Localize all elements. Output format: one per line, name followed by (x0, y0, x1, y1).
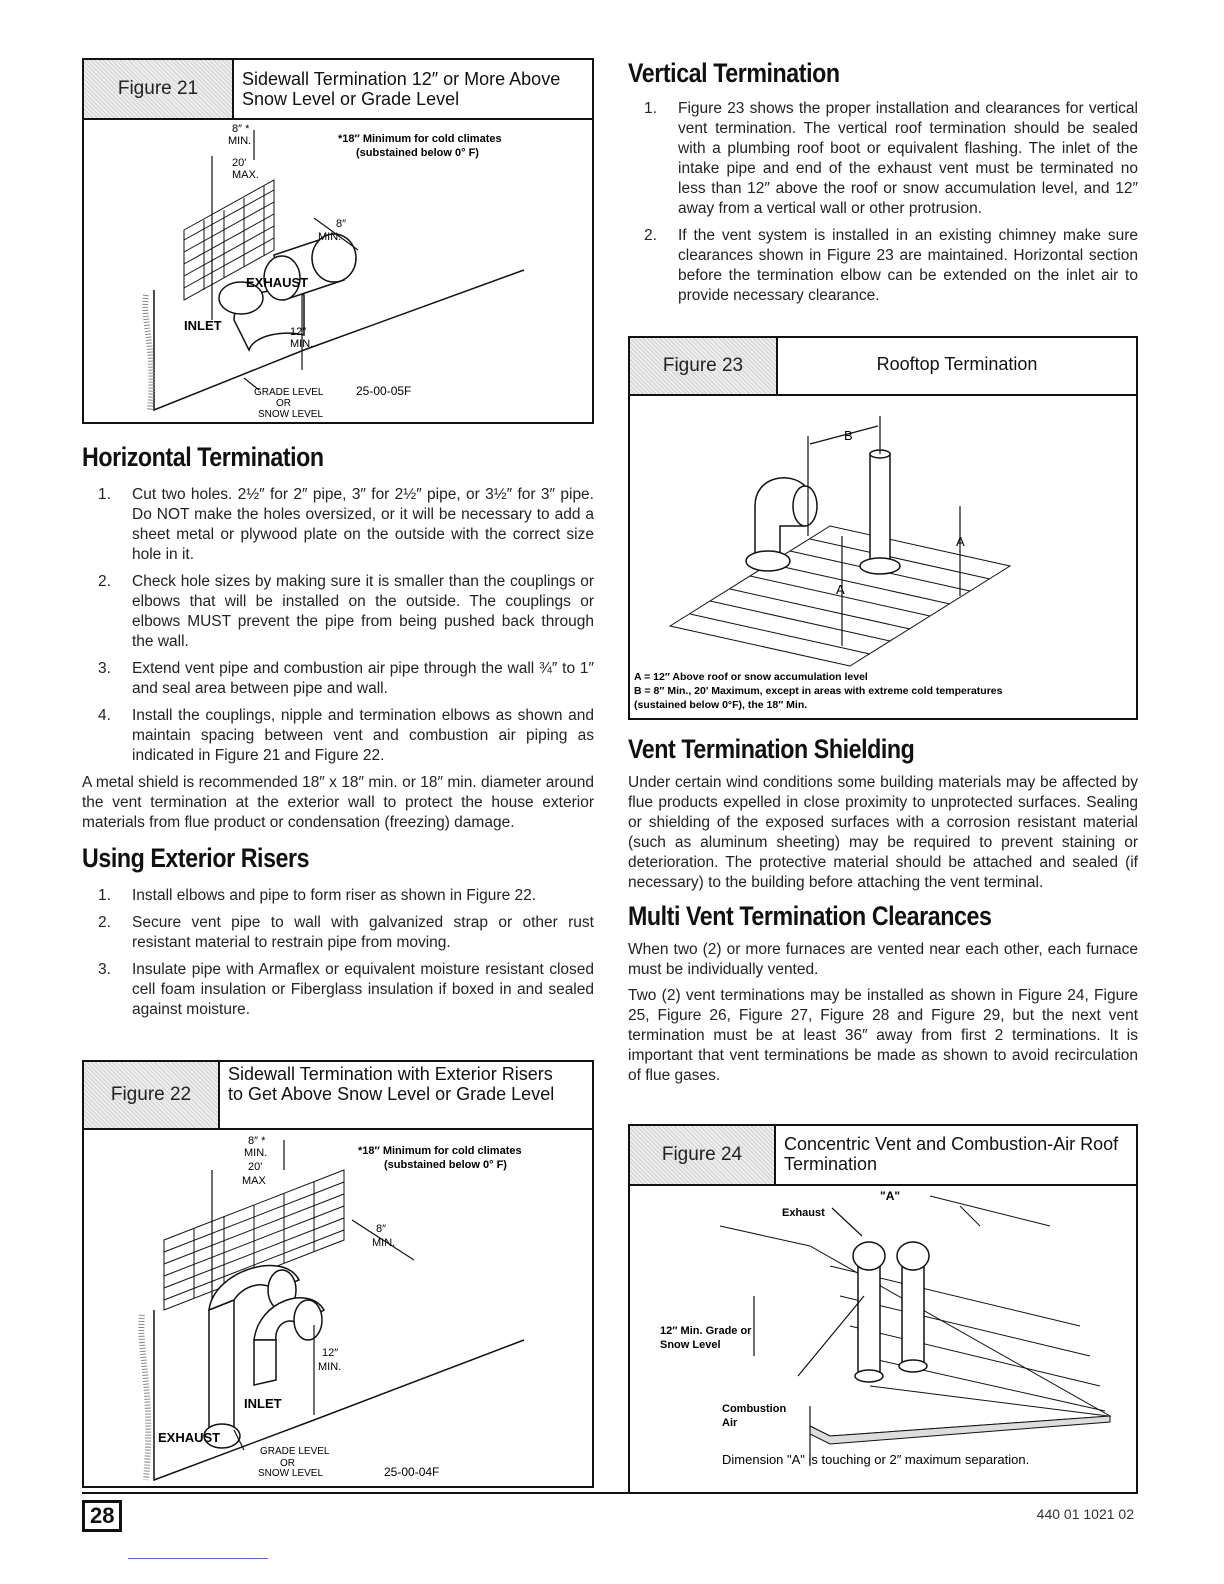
footer-rule (82, 1492, 1138, 1494)
heading-vertical-termination: Vertical Termination (628, 58, 840, 88)
fig23-note-a: A = 12″ Above roof or snow accumulation level (634, 671, 868, 683)
heading-multi-vent-termination: Multi Vent Termination Clearances (628, 901, 992, 931)
fig22-min8r: 8″ (376, 1223, 387, 1235)
page-number: 28 (82, 1500, 122, 1532)
fig22-grade-level: GRADE LEVEL (260, 1446, 330, 1457)
fig21-code: 25-00-05F (356, 384, 412, 398)
fig22-code: 25-00-04F (384, 1465, 440, 1479)
figure-24-label: Figure 24 (630, 1126, 776, 1184)
fig21-exhaust-label: EXHAUST (246, 275, 309, 290)
fig21-min12-label: MIN. (290, 338, 314, 350)
fig23-note-b: B = 8″ Min., 20' Maximum, except in areas with extreme cold temperatures (634, 685, 1003, 697)
horizontal-list (82, 485, 594, 766)
fig24-a-label: "A" (880, 1189, 901, 1203)
figure-22-title: Sidewall Termination with Exterior Risers to Get Above Snow Level or Grade Level (228, 1064, 555, 1104)
figure-21-header (84, 60, 592, 120)
figure-21-label: Figure 21 (84, 60, 234, 118)
figure-21 (82, 58, 594, 424)
list-item: 2. Secure vent pipe to wall with galvanized strap or other rust resistant material to restrain pipe from moving. (98, 914, 594, 951)
figure-24 (628, 1124, 1138, 1494)
list-item: 1. Cut two holes. 2½″ for 2″ pipe, 3″ for 2½″ pipe, or 3½″ for 3″ pipe. Do NOT make the holes oversized, or it will be necessary to add a sheet metal or plywood plate on the outside with the correct size hole in it. (98, 486, 594, 563)
blue-underline (128, 1558, 268, 1559)
fig22-min12: 12″ (322, 1347, 339, 1359)
fig21-grade-level: GRADE LEVEL (254, 387, 324, 398)
fig21-max20-label: MAX. (232, 169, 259, 181)
fig22-exhaust-label: EXHAUST (158, 1430, 221, 1445)
fig21-snow-level: SNOW LEVEL (258, 409, 324, 420)
fig24-air-label: Air (722, 1417, 738, 1429)
figure-23-label: Figure 23 (630, 338, 778, 394)
fig22-min8-label: MIN. (244, 1147, 268, 1159)
fig24-combustion-label: Combustion (722, 1403, 787, 1415)
risers-list (82, 886, 594, 1020)
figure-22-header (84, 1062, 592, 1130)
figure-23-svg (630, 396, 1136, 718)
fig21-inlet-label: INLET (184, 318, 222, 333)
list-item: 4. Install the couplings, nipple and termination elbows as shown and maintain spacing between vent and combustion air piping as indicated in Figure 21 and Figure 22. (98, 707, 594, 764)
fig21-min8r: 8″ (336, 218, 347, 230)
fig22-max20-label: MAX (242, 1175, 266, 1187)
figure-24-diagram (630, 1186, 1136, 1492)
figure-21-diagram (84, 120, 592, 422)
vertical-list (628, 99, 1138, 306)
fig24-snow-level: Snow Level (660, 1339, 721, 1351)
list-item: 2. Check hole sizes by making sure it is smaller than the couplings or elbows that will be installed on the outside. The couplings or elbows MUST prevent the pipe from being pushed back through the wall. (98, 573, 594, 650)
figure-23-header (630, 338, 1136, 396)
figure-22-svg (84, 1130, 592, 1486)
right-lower-text (628, 734, 1138, 1092)
fig22-note2: (substained below 0° F) (384, 1159, 507, 1171)
figure-23-diagram (630, 396, 1136, 718)
fig22-min12-label: MIN. (318, 1361, 342, 1373)
fig21-min8: 8″ * (232, 123, 250, 135)
list-item: 2. If the vent system is installed in an existing chimney make sure clearances shown in Figure 23 are maintained. Horizontal section before the termination elbow can be extended on the inlet air to provide necessary clearance. (644, 227, 1138, 304)
figure-24-title: Concentric Vent and Combustion-Air Roof Termination (784, 1134, 1119, 1174)
figure-23 (628, 336, 1138, 720)
heading-horizontal-termination: Horizontal Termination (82, 442, 324, 472)
figure-24-svg (630, 1186, 1136, 1492)
list-item: 1. Install elbows and pipe to form riser as shown in Figure 22. (98, 887, 537, 904)
metal-shield-paragraph: A metal shield is recommended 18″ x 18″ min. or 18″ min. diameter around the vent termination at the exterior wall to protect the house exterior materials from flue product or condensation (freezing) damage. (82, 774, 594, 831)
multi-paragraph-2: Two (2) vent terminations may be installed as shown in Figure 24, Figure 25, Figure 26, Figure 27, Figure 28 and Figure 29, but the next vent termination must be at least 36″ away from first 2 terminations. It is important that vent terminations be made as shown to avoid recirculation of flue gases. (628, 987, 1138, 1084)
document-number: 440 01 1021 02 (1036, 1506, 1134, 1522)
fig23-note-c: (sustained below 0°F), the 18″ Min. (634, 699, 808, 711)
fig24-exhaust-label: Exhaust (782, 1207, 825, 1219)
figure-21-svg (84, 120, 592, 422)
fig22-min8: 8″ * (248, 1135, 266, 1147)
right-column (628, 58, 1138, 1467)
fig22-snow-level: SNOW LEVEL (258, 1468, 324, 1479)
fig21-note1: *18″ Minimum for cold climates (338, 133, 502, 145)
figure-24-header (630, 1126, 1136, 1186)
fig23-a-label-right: A (956, 534, 965, 549)
heading-vent-termination-shielding: Vent Termination Shielding (628, 734, 915, 764)
fig22-min8r-label: MIN. (372, 1237, 396, 1249)
fig23-b-label: B (844, 428, 853, 443)
figure-21-title: Sidewall Termination 12″ or More Above Snow Level or Grade Level (242, 69, 561, 109)
fig22-max20: 20' (248, 1161, 263, 1173)
fig22-inlet-label: INLET (244, 1396, 282, 1411)
fig22-grade-or: OR (280, 1458, 295, 1469)
fig24-min12: 12″ Min. Grade or (660, 1325, 752, 1337)
list-item: 3. Extend vent pipe and combustion air pipe through the wall ¾″ to 1″ and seal area between pipe and wall. (98, 660, 594, 697)
shielding-paragraph: Under certain wind conditions some building materials may be affected by flue products expelled in close proximity to unprotected surfaces. Sealing or shielding of the exposed surfaces with a corrosion resistant material (such as aluminum sheeting) may be required to prevent staining or deterioration. The protective material should be attached and sealed (if necessary) to the building before attaching the vent terminal. (628, 774, 1138, 891)
fig24-caption: Dimension "A" is touching or 2″ maximum separation. (722, 1452, 1030, 1467)
multi-paragraph-1: When two (2) or more furnaces are vented near each other, each furnace must be individually vented. (628, 941, 1138, 978)
fig21-min8-label: MIN. (228, 135, 252, 147)
fig21-note2: (substained below 0° F) (356, 147, 479, 159)
left-column (82, 58, 594, 1479)
fig21-max20: 20' (232, 157, 247, 169)
figure-22-diagram (84, 1130, 592, 1486)
figure-22-label: Figure 22 (84, 1062, 220, 1128)
figure-22 (82, 1060, 594, 1488)
fig22-note1: *18″ Minimum for cold climates (358, 1145, 522, 1157)
list-item: 1. Figure 23 shows the proper installation and clearances for vertical vent termination. The vertical roof termination should be sealed with a plumbing roof boot or equivalent flashing. The inlet of the intake pipe and end of the exhaust vent must be terminated no less than 12″ above the roof or snow accumulation level, and 12″ away from a vertical wall or other protrusion. (644, 100, 1138, 217)
fig21-min12: 12″ (290, 326, 307, 338)
figure-23-title: Rooftop Termination (876, 354, 1038, 374)
list-item: 3. Insulate pipe with Armaflex or equivalent moisture resistant closed cell foam insulation or Fiberglass insulation if boxed in and sealed against moisture. (98, 961, 594, 1018)
fig21-grade-or: OR (276, 398, 291, 409)
fig23-a-label-center: A (836, 582, 845, 597)
heading-using-exterior-risers: Using Exterior Risers (82, 843, 310, 873)
fig21-min8r-label: MIN. (318, 231, 342, 243)
